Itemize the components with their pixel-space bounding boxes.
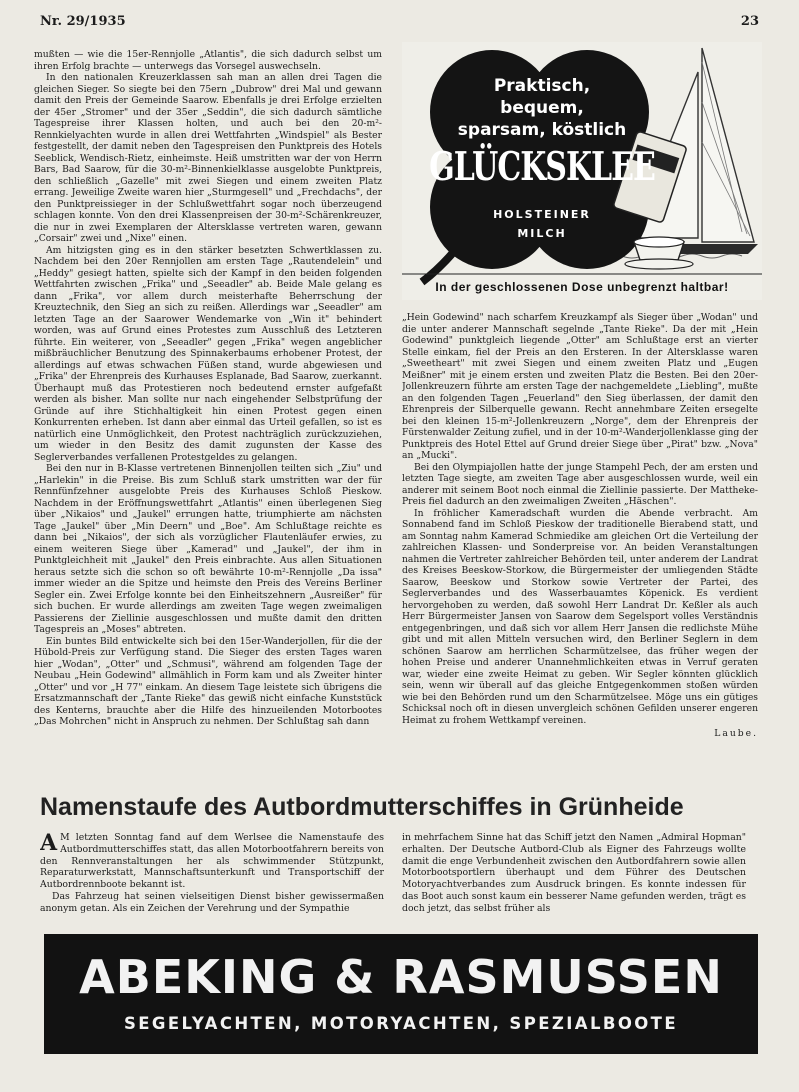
ad-company-name: ABEKING & RASMUSSEN <box>79 950 723 1004</box>
article-paragraph: Das Fahrzeug hat seinen vielseitigen Dienst bisher gewissermaßen anonym getan. Als ein Zeichen der Verehrung und der Sympathie <box>40 890 384 914</box>
ad-product-line: HOLSTEINER <box>493 208 591 221</box>
paragraph: „Hein Godewind" nach scharfem Kreuzkampf als Sieger über „Wodan" und die unter anderer Mannschaft segelnde „Tante Rieke". Da der mit „Hein Godewind" punktgleich liegende „Otter" am Schlußtage erst an vierter Stelle einkam, fiel der Preis an den Ersteren. In der Altersklasse waren „Sweetheart" mit zwei Siegen und einem zweiten Platz und „Eugen Meißner" mit je einem ersten und zweiten Platz die Besten. Bei den 20er-Jollenkreuzern führte am ersten Tage der nachgemeldete „Liebling", mußte an den folgenden Tagen „Feuerland" den Sieg überlassen, der damit den Ehrenpreis der Silberquelle gewann. Recht annehmbare Zeiten ersegelte bei den kleinen 15-m²-Jollenkreuzern „Norge", dem der Ehrenpreis der Fürstenwalder Zeitung zufiel, und in der 10-m²-Wanderjollenklasse ging der Punktpreis des Hotel Ettel auf Grund dreier Siege über „Pirat" bzw. „Nova" an „Mucki". <box>402 312 758 461</box>
paragraph: Am hitzigsten ging es in den stärker besetzten Schwertklassen zu. Nachdem bei den 20er Rennjollen am ersten Tage „Rautendelein" und „Heddy" gesiegt hatten, spielte sich der Kampf in den beiden folgenden Wettfahrten zwischen „Frika" und „Seeadler" ab. Beide Male gelang es dann „Frika", vor allem durch meisterhafte Beherrschung der Kreuztechnik, den Sieg an sich zu reißen. Allerdings war „Seeadler" am letzten Tage an der Saarower Wendemarke von „Win it" behindert worden, was auf Grund eines Protestes zum Ausschluß des Letzteren führte. Ein weiterer, von „Seeadler" gegen „Frika" wegen angeblicher mißbräuchlicher Benutzung des Spinnakerbaums erhobener Protest, der allerdings auf etwas schwachen Füßen stand, wurde abgewiesen und „Frika" der Ehrenpreis des Kurhauses Esplanade, Bad Saarow, zuerkannt. Überhaupt muß das Protestieren noch bedeutend ernster aufgefaßt werden als bisher. Man sollte nur nach eingehender Selbstprüfung der Gründe auf ihre Stichhaltigkeit hin einen Protest gegen einen Konkurrenten erheben. Ist dann aber einmal das Urteil gefallen, so ist es natürlich eine Unmöglichkeit, den Protest nachträglich zurückzuziehen, um wieder in den Besitz des damit zugunsten der Kasse des Seglerverbandes verfallenen Protestgeldes zu gelangen. <box>34 244 382 463</box>
ad-tagline: In der geschlossenen Dose unbegrenzt haltbar! <box>435 280 729 294</box>
abeking-rasmussen-advertisement <box>44 934 758 1054</box>
page-number: 23 <box>740 14 759 29</box>
right-column <box>402 312 758 778</box>
article-left-column <box>40 832 384 932</box>
ad-slogan-line: sparsam, köstlich <box>457 120 627 140</box>
left-column <box>34 49 382 779</box>
ad-slogan-line: Praktisch, <box>493 76 591 96</box>
paragraph: Bei den nur in B-Klasse vertretenen Binnenjollen teilten sich „Ziu" und „Harlekin" in die Preise. Bis zum Schluß stark umstritten war der für Rennfünfzehner ausgelobte Preis des Kurhauses Schloß Pieskow. Nachdem in der Eröffnungswettfahrt „Atlantis" einen überlegenen Sieg über „Nikaios" und „Jaukel" errungen hatte, triumphierte am nächsten Tage „Jaukel" über „Min Deern" und „Boe". Am Schlußtage reichte es dann bei „Nikaios", der sich als vorzüglicher Flautenläufer erwies, zu einem weiteren Siege über „Kamerad" und „Jaukel", der ihm in Punktgleichheit mit „Jaukel" den Preis einbrachte. Aus allen Situationen heraus setzte sich die schon so oft bewährte 10-m²-Rennjolle „Da issa" immer wieder an die Spitze und heimste den Preis des Vereins Berliner Segler ein. Zwei Erfolge konnte bei den Einheitszehnern „Ausreißer" für sich buchen. Er wurde allerdings am zweiten Tage wegen zweimaligen Passierens der Ziellinie ausgeschlossen und mußte damit den dritten Tagespreis an „Moses" abtreten. <box>34 463 382 635</box>
paragraph: In den nationalen Kreuzerklassen sah man an allen drei Tagen die gleichen Sieger. So siegte bei den 75ern „Dubrow" drei Mal und gewann damit den Preis der Gemeinde Saarow. Ebenfalls je drei Erfolge erzielten der 45er „Stromer" und der 35er „Seddin", die sich dadurch sämtliche Tagespreise ihrer Klassen holten, und auch bei den 20-m²-Rennkielyachten wurde in allen drei Wettfahrten „Windspiel" als Bester festgestellt, der damit neben den Tagespreisen den Punktpreis des Hotels Seeblick, Wendisch-Rietz, einheimste. Heiß umstritten war der von Herrn Bars, Bad Saarow, für die 30-m²-Binnenkielklasse ausgelobte Punktpreis, den schließlich „Gazelle" mit zwei Siegen und einem zweiten Platz errang. Jeweilige Zweite waren hier „Sturmgesell" und „Frechdachs", der den Punktpreissieger in der Schlußwettfahrt sogar noch überzeugend schlagen konnte. Von den drei Klassenpreisen der 30-m²-Schärenkreuzer, die nur in zwei Exemplaren der Altersklasse vertreten waren, gewann „Corsair" zwei und „Nixe" einen. <box>34 72 382 244</box>
paragraph: Bei den Olympiajollen hatte der junge Stampehl Pech, der am ersten und letzten Tage siegte, am zweiten Tage aber ausgeschlossen wurde, weil ein anderer mit seinem Boot noch einmal die Ziellinie passierte. Der Mattheke-Preis fiel dadurch an den zweimaligen Zweiten „Häschen". <box>402 461 758 507</box>
ad-slogan-line: bequem, <box>500 98 584 118</box>
ad-brand-name: GLÜCKSKLEE <box>429 144 655 191</box>
issue-number: Nr. 29/1935 <box>40 14 126 29</box>
paragraph: Ein buntes Bild entwickelte sich bei den 15er-Wanderjollen, für die der Hübold-Preis zur Verfügung stand. Die Sieger des ersten Tages waren hier „Wodan", „Otter" und „Schmusi", während am folgenden Tage der Neubau „Hein Godewind" allmählich in Form kam und als Zweiter hinter „Otter" und vor „H 77" einkam. An diesem Tage leistete sich übrigens die Ersatzmannschaft der „Tante Rieke" das gewiß nicht einfache Kunststück des Kenterns, brauchte aber die Hilfe des hinzueilenden Motorbootes „Das Mohrchen" nicht in Anspruch zu nehmen. Der Schlußtag sah dann <box>34 635 382 727</box>
glucksklee-advertisement <box>402 42 762 300</box>
ad-company-subtitle: SEGELYACHTEN, MOTORYACHTEN, SPEZIALBOOTE <box>123 1014 679 1033</box>
drop-cap: A <box>40 832 58 856</box>
paragraph: In fröhlicher Kameradschaft wurden die Abende verbracht. Am Sonnabend fand im Schloß Pieskow der traditionelle Bierabend statt, und am Sonntag nahm Kamerad Schmiedike am gleichen Ort die Verteilung der zahlreichen Klassen- und Sonderpreise vor. An beiden Veranstaltungen nahmen die Vertreter zahlreicher Behörden teil, unter anderem der Landrat des Kreises Beeskow-Storkow, die Bürgermeister der umliegenden Städte Saarow, Beeskow und Storkow sowie Vertreter der Partei, des Seglerverbandes und des Wasserbauamtes Köpenick. Es verdient hervorgehoben zu werden, daß sowohl Herr Landrat Dr. Keßler als auch Herr Bürgermeister Jansen von Saarow dem Segelsport volles Verständnis entgegenbringen, und daß sich vor allem Herr Jansen die redlichste Mühe gibt und mit allen Mitteln versuchen wird, den Berliner Seglern in dem schönen Saarow am herrlichen Scharmützelsee, das früher wegen der hohen Preise und anderer Unannehmlichkeiten etwas in Verruf geraten war, wieder eine zweite Heimat zu geben. Wir Segler könnten glücklich sein, wenn wir überall auf das gleiche Entgegenkommen stoßen würden wie bei den Behörden rund um den Scharmützelsee. Möge uns ein gütiges Schicksal noch oft in diesen unvergleich schönen Gefilden unserer engeren Heimat zu frohem Wettkampf vereinen. <box>402 507 758 726</box>
paragraph: mußten — wie die 15er-Rennjolle „Atlantis", die sich dadurch selbst um ihren Erfolg brachte — unterwegs das Vorsegel auswechseln. <box>34 49 382 72</box>
article-paragraph: M letzten Sonntag fand auf dem Werlsee die Namenstaufe des Autbordmutterschiffes statt, das allen Motorbootfahrern bereits von den Rennveranstaltungen her als schwimmender Stützpunkt, Reparaturwerkstatt, Mannschaftsunterkunft und Transportschiff der Autbordrennboote bekannt ist. <box>40 832 384 891</box>
article-title: Namenstaufe des Autbordmutterschiffes in Grünheide <box>40 793 684 821</box>
article-right-column: in mehrfachem Sinne hat das Schiff jetzt den Namen „Admiral Hopman" erhalten. Der Deutsche Autbord-Club als Eigner des Fahrzeugs wollte damit die enge Verbundenheit zwischen den Autbordfahrern sowie allen Motorbootsportlern überhaupt und dem Führer des Deutschen Motoryachtverbandes zum Ausdruck bringen. Es konnte indessen für das Boot auch sonst kaum ein besserer Name gefunden werden, trägt es doch jetzt, das selbst früher als <box>402 832 746 914</box>
author-signature: Laube. <box>714 728 758 739</box>
ad-product-line: MILCH <box>517 227 567 240</box>
